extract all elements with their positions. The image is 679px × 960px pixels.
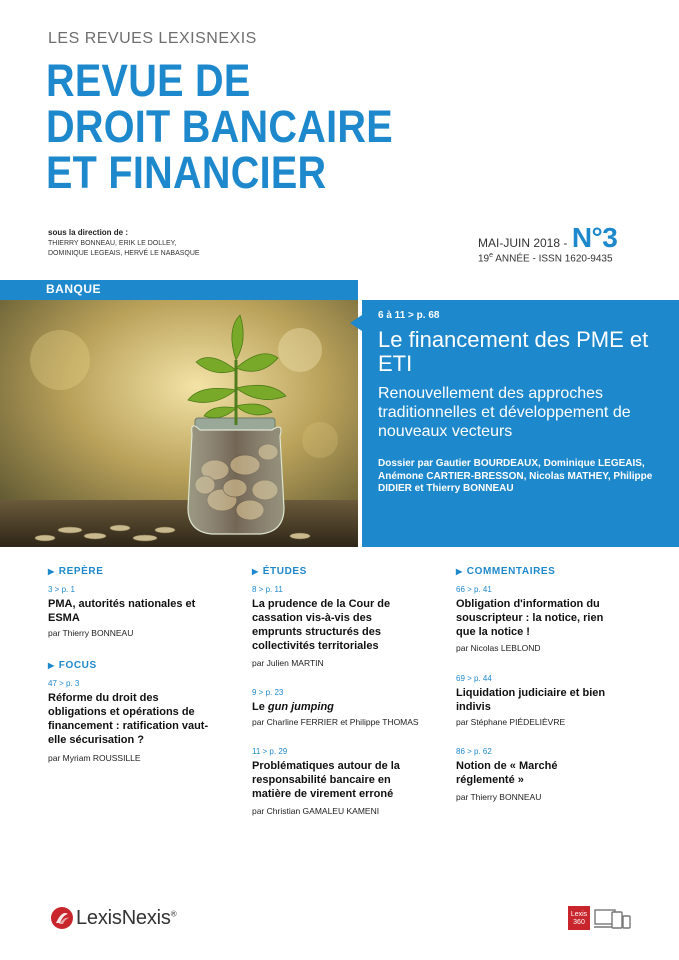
section-commentaires xyxy=(456,566,555,577)
issn-text: ANNÉE - ISSN 1620-9435 xyxy=(493,253,613,265)
comment-2-ref: 69 > p. 44 xyxy=(456,674,492,683)
direction-names xyxy=(48,239,248,259)
badge-line-1: Lexis xyxy=(570,911,588,918)
direction-label: sous la direction de : xyxy=(48,228,129,237)
etude-1-ref: 8 > p. 11 xyxy=(252,585,283,594)
triangle-bullet-icon: ▶ xyxy=(252,567,259,576)
logo-wordmark: LexisNexis xyxy=(76,907,171,929)
section-focus xyxy=(48,660,97,671)
etude-3-ref: 11 > p. 29 xyxy=(252,747,288,756)
focus-author: par Myriam ROUSSILLE xyxy=(48,753,141,763)
direction-names-line-1: THIERRY BONNEAU, ERIK LE DOLLEY, xyxy=(48,240,177,247)
comment-2-author: par Stéphane PIÉDELIÈVRE xyxy=(456,717,566,727)
logo-registered: ® xyxy=(170,909,177,919)
triangle-bullet-icon: ▶ xyxy=(48,661,55,670)
triangle-bullet-icon: ▶ xyxy=(48,567,55,576)
section-commentaires-label: COMMENTAIRES xyxy=(466,566,556,577)
title-line-2: DROIT BANCAIRE xyxy=(46,101,393,152)
section-label-banque: BANQUE xyxy=(46,282,102,296)
badge-line-2: 360 xyxy=(573,919,585,926)
issue-info xyxy=(478,222,617,254)
etude-2-title xyxy=(252,700,432,714)
comment-2-title: Liquidation judiciaire et bien indivis xyxy=(456,687,606,713)
section-focus-label: FOCUS xyxy=(58,660,97,671)
lexisnexis-logo-text xyxy=(76,907,176,930)
devices-icon xyxy=(594,906,632,937)
comment-3-ref: 86 > p. 62 xyxy=(456,747,492,756)
focus-title: Réforme du droit des obligations et opérations de financement : ratification vaut-elle sécurisation ? xyxy=(48,692,209,746)
journal-title xyxy=(46,55,393,198)
etude-2-author: par Charline FERRIER et Philippe THOMAS xyxy=(252,717,419,727)
repere-title: PMA, autorités nationales et ESMA xyxy=(48,598,196,624)
title-line-1: REVUE DE xyxy=(46,55,251,106)
etude-1-title: La prudence de la Cour de cassation vis-à-vis des emprunts structurés des collectivités territoriales xyxy=(252,598,391,652)
focus-ref: 47 > p. 3 xyxy=(48,679,80,688)
feature-ref: 6 à 11 > p. 68 xyxy=(378,310,440,321)
feature-title: Le financement des PME et ETI xyxy=(378,327,649,376)
etude-2-title-italic: gun jumping xyxy=(267,701,334,713)
issue-date: MAI-JUIN 2018 - xyxy=(478,236,568,250)
etude-3-title: Problématiques autour de la responsabilité bancaire en matière de virement erroné xyxy=(252,760,400,800)
issn-year: 19 xyxy=(478,253,490,265)
triangle-bullet-icon: ▶ xyxy=(456,567,463,576)
title-line-3: ET FINANCIER xyxy=(46,147,327,198)
etude-1-author: par Julien MARTIN xyxy=(252,658,324,668)
repere-ref: 3 > p. 1 xyxy=(48,585,75,594)
etude-3-author: par Christian GAMALEU KAMENI xyxy=(252,806,380,816)
lexis360-badge xyxy=(568,906,590,930)
feature-subtitle: Renouvellement des approches traditionnelles et développement de nouveaux vecteurs xyxy=(378,385,631,440)
issn-sup: e xyxy=(489,252,494,259)
publisher-kicker: LES REVUES LEXISNEXIS xyxy=(48,30,257,47)
repere-author: par Thierry BONNEAU xyxy=(48,628,134,638)
comment-1-title: Obligation d'information du souscripteur : la notice, rien que la notice ! xyxy=(456,598,604,638)
panel-pointer xyxy=(350,315,362,331)
comment-3-title: Notion de « Marché réglementé » xyxy=(456,760,558,786)
etude-2-title-prefix: Le xyxy=(252,701,268,713)
lexisnexis-logo-icon xyxy=(50,906,74,935)
comment-1-ref: 66 > p. 41 xyxy=(456,585,492,594)
comment-3-author: par Thierry BONNEAU xyxy=(456,792,542,802)
etude-2-ref: 9 > p. 23 xyxy=(252,688,284,697)
section-repere xyxy=(48,566,104,577)
issue-number: N°3 xyxy=(571,222,618,253)
section-repere-label: REPÈRE xyxy=(58,566,104,577)
section-etudes-label: ÉTUDES xyxy=(262,566,307,577)
comment-1-author: par Nicolas LEBLOND xyxy=(456,643,541,653)
direction-names-line-2: DOMINIQUE LEGEAIS, HERVÉ LE NABASQUE xyxy=(48,250,200,257)
feature-authors: Dossier par Gautier BOURDEAUX, Dominique LEGEAIS, Anémone CARTIER-BRESSON, Nicolas MATHEY, Philippe DIDIER et Thierry BONNEAU xyxy=(378,458,653,494)
section-etudes xyxy=(252,566,307,577)
plant-in-jar-illustration xyxy=(0,300,358,547)
cover-photo xyxy=(0,300,358,547)
issn-line xyxy=(478,252,613,264)
